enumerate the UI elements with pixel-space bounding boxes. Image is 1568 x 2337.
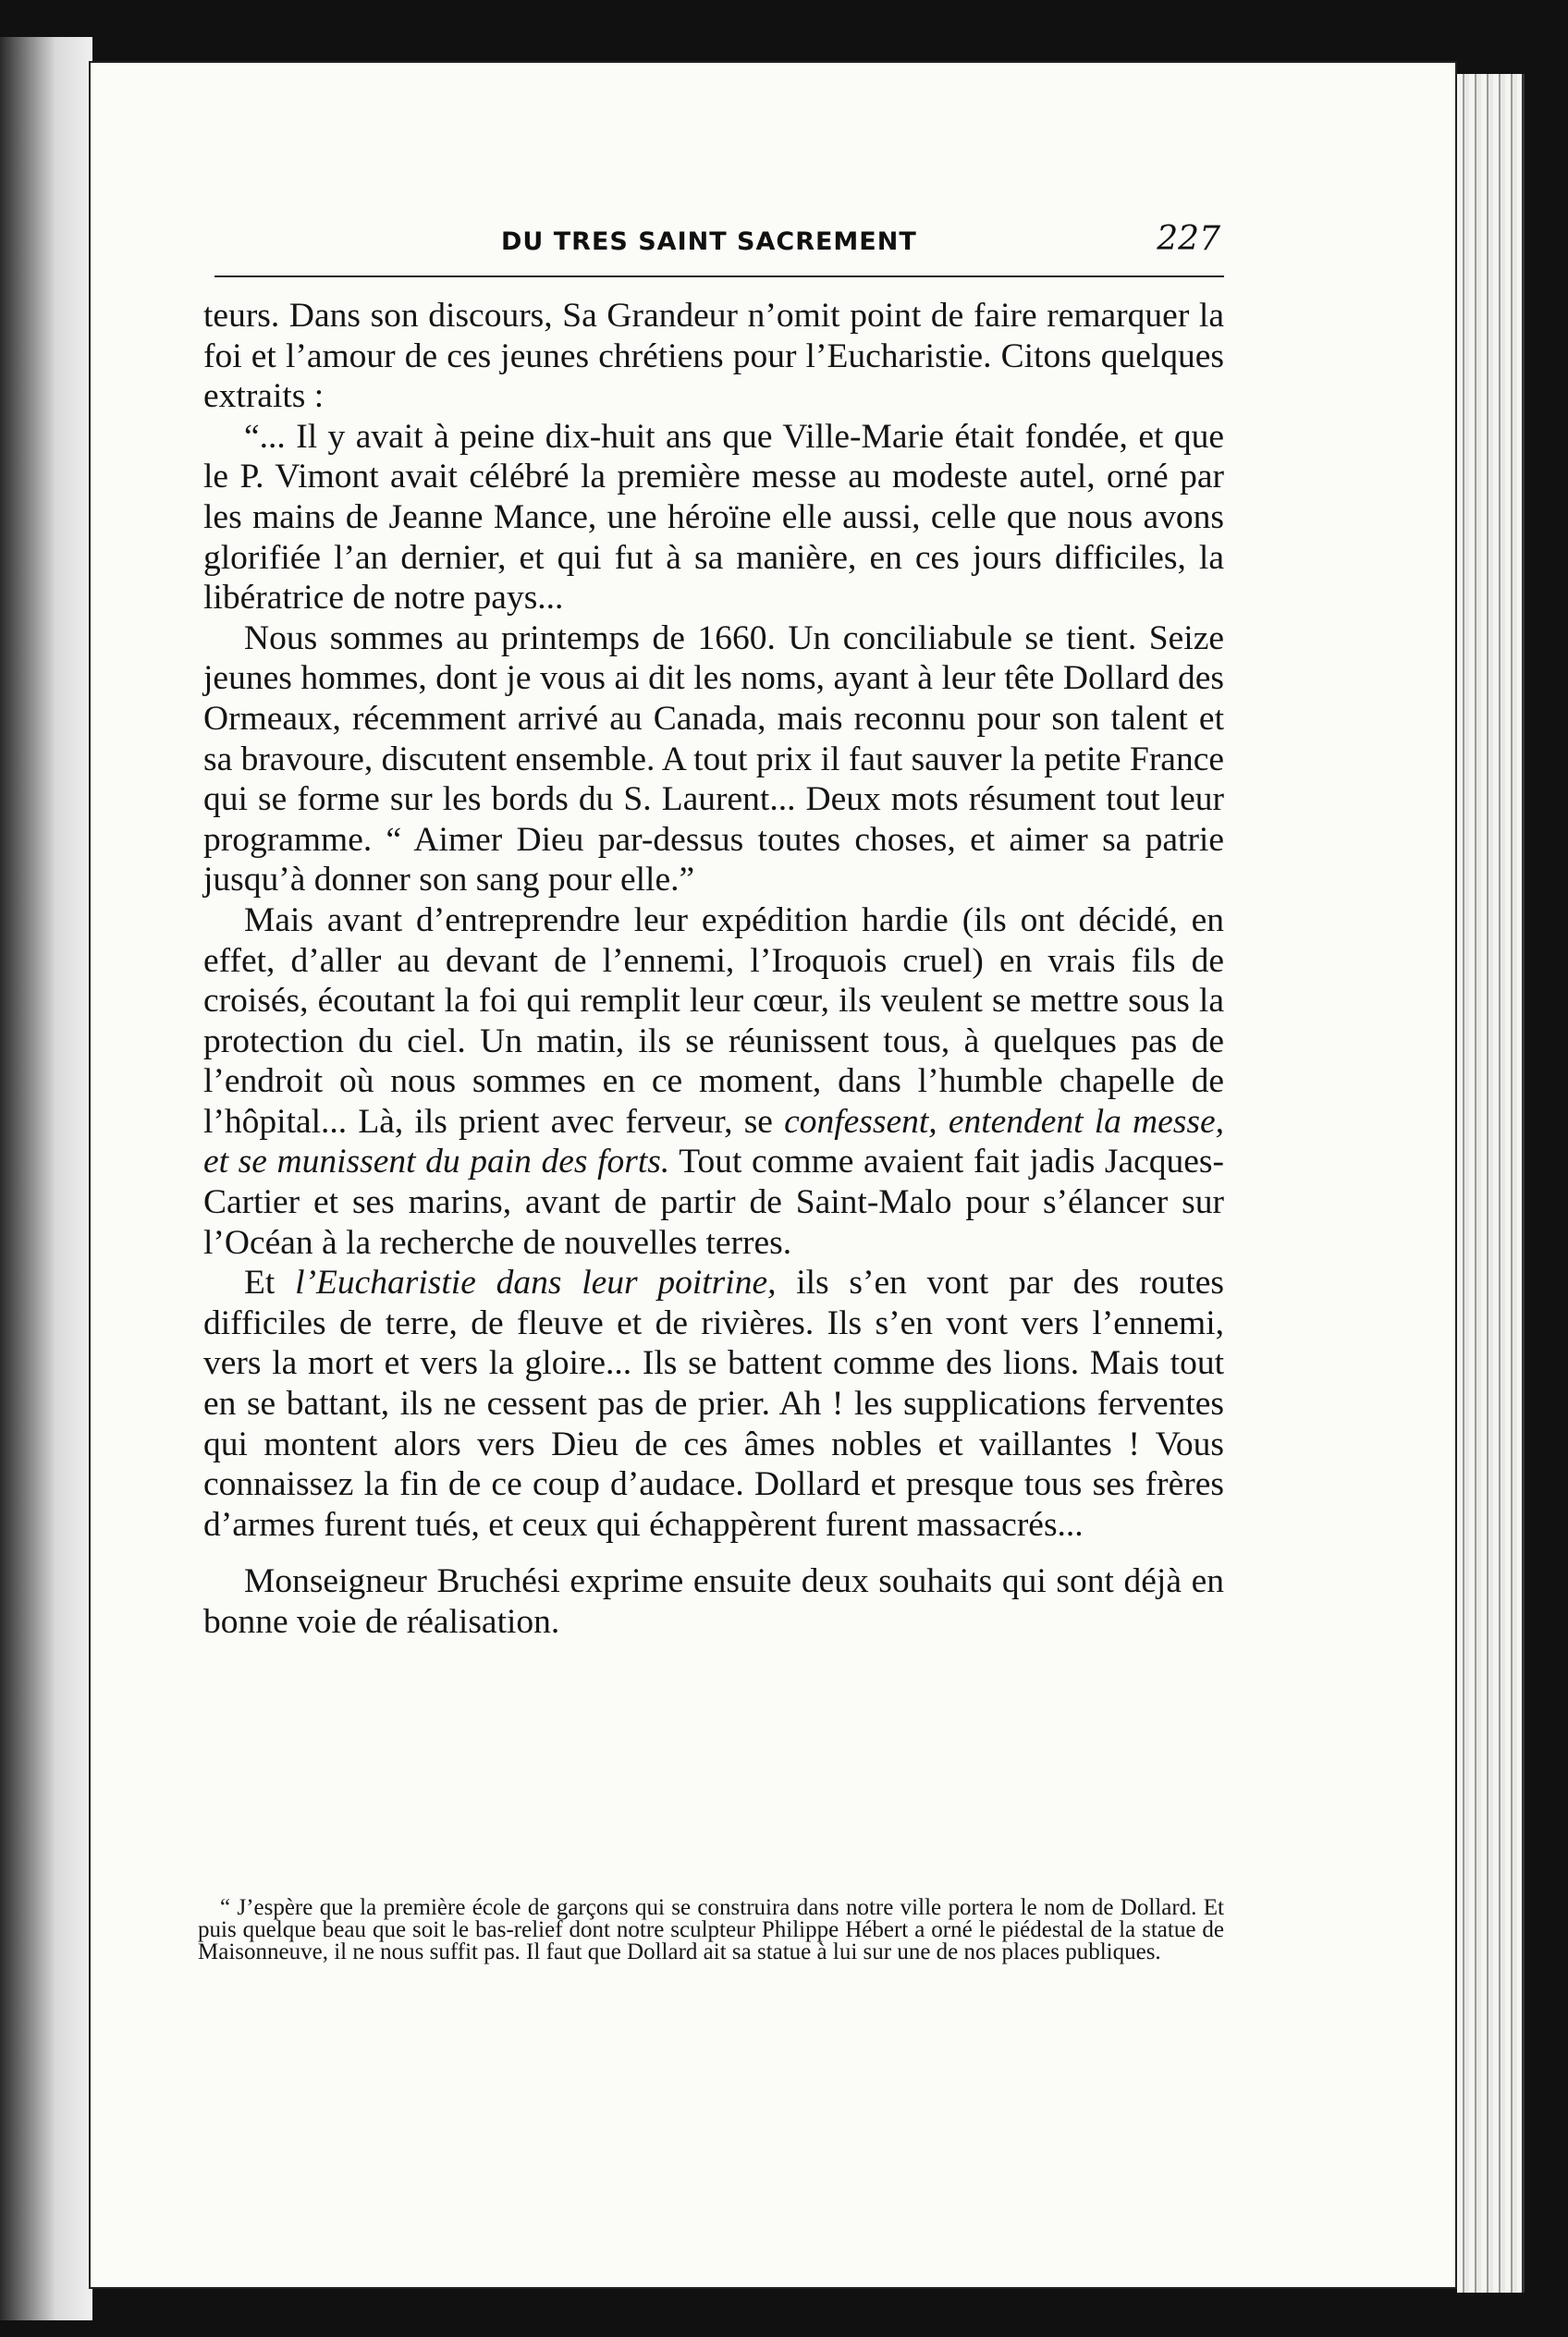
paragraph-2: “... Il y avait à peine dix-huit ans que Ville-Marie était fondée, et que le P. Vimont avait célébré la première messe au modeste autel, orné par les mains de Jeanne Mance, une héroïne elle aussi, celle que nous avons glorifiée l’an dernier, et qui fut à sa manière, en ces jours difficiles, la libératrice de notre pays... (203, 417, 1224, 618)
paragraph-4-italic: confessent, entendent la messe, et se munissent du pain des forts. (203, 1102, 1224, 1181)
left-page-edge (0, 37, 92, 2320)
paragraph-5-text-b: ils s’en vont par des routes difficiles de terre, de fleuve et de rivières. Ils s’en vont vers l’ennemi, vers la mort et vers la gloire... Ils se battent comme des lions. Mais tout en se battant, ils ne cessent pas de prier. Ah ! les supplications ferventes qui montent alors vers Dieu de ces âmes nobles et vaillantes ! Vous connaissez la fin de ce coup d’audace. Dollard et presque tous ses frères d’armes furent tués, et ceux qui échappèrent furent massacrés... (203, 1264, 1225, 1544)
footnote-text: “ J’espère que la première école de garçons qui se construira dans notre ville portera le nom de Dollard. Et puis quelque beau que soit le bas-relief dont notre sculpteur Philippe Hébert a orné le piédestal de la statue de Maisonneuve, il ne nous suffit pas. Il faut que Dollard ait sa statue à lui sur une de nos places publiques. (198, 1895, 1224, 1964)
paragraph-4-text-a: Mais avant d’entreprendre leur expédition hardie (ils ont décidé, en effet, d’aller au devant de l’ennemi, l’Iroquois cruel) en vrais fils de croisés, écoutant la foi qui remplit leur cœur, ils veulent se mettre sous la protection du ciel. Un matin, ils se réunissent tous, à quelques pas de l’endroit où nous sommes en ce moment, dans l’humble chapelle de l’hôpital... Là, ils prient avec ferveur, se (203, 900, 1224, 1141)
paragraph-1: teurs. Dans son discours, Sa Grandeur n’omit point de faire remarquer la foi et l’amour de ces jeunes chrétiens pour l’Eucharistie. Citons quelques extraits : (203, 297, 1224, 416)
running-title: DU TRES SAINT SACREMENT (501, 227, 917, 256)
paragraph-5 (203, 1263, 1224, 1545)
paragraph-5-italic: l’Eucharistie dans leur poitrine, (295, 1264, 777, 1303)
page-number: 227 (1157, 220, 1220, 258)
paragraph-4-text-b: Tout comme avaient fait jadis Jacques-Cartier et ses marins, avant de partir de Saint-Malo pour s’élancer sur l’Océan à la recherche de nouvelles terres. (203, 1143, 1224, 1262)
footnote (198, 1897, 1224, 1964)
paragraph-4 (203, 900, 1224, 1263)
page-header (214, 218, 1224, 277)
body-text (203, 296, 1224, 1643)
paragraph-6: Monseigneur Bruchési exprime ensuite deux souhaits qui sont déjà en bonne voie de réalisation. (203, 1562, 1224, 1641)
page-stack-edge (1457, 74, 1525, 2293)
paragraph-5-text-a: Et (244, 1264, 296, 1303)
paragraph-3: Nous sommes au printemps de 1660. Un conciliabule se tient. Seize jeunes hommes, dont je vous ai dit les noms, ayant à leur tête Dollard des Ormeaux, récemment arrivé au Canada, mais reconnu pour son talent et sa bravoure, discutent ensemble. A tout prix il faut sauver la petite France qui se forme sur les bords du S. Laurent... Deux mots résument tout leur programme. “ Aimer Dieu par-dessus toutes choses, et aimer sa patrie jusqu’à donner son sang pour elle.” (203, 618, 1224, 899)
